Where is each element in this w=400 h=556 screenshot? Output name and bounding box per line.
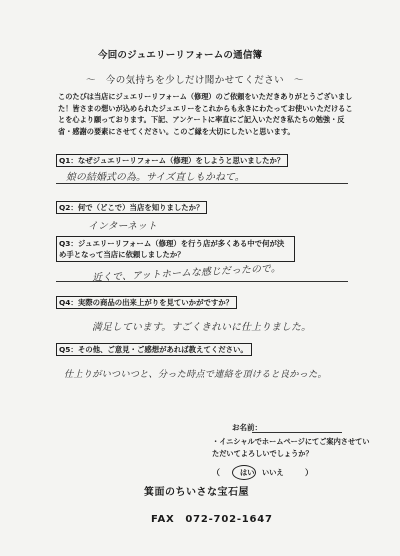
name-line bbox=[252, 432, 342, 433]
question-2-label: Q2：何で（どこで）当店を知りましたか？ bbox=[56, 201, 207, 214]
paren-close: ） bbox=[305, 468, 313, 477]
answer-3-line bbox=[56, 281, 348, 282]
answer-3-handwriting: 近くで、アットホームな感じだったので。 bbox=[91, 263, 282, 284]
question-5-label: Q5：その他、ご意見・ご感想があれば教えてください。 bbox=[56, 343, 252, 356]
initial-permission-question: ・イニシャルでホームページにてご案内させていただいてよろしいでしょうか？ bbox=[212, 437, 370, 458]
page-subtitle: ～ 今の気持ちを少しだけ聞かせてください ～ bbox=[86, 75, 304, 86]
fax-number: FAX 072-702-1647 bbox=[151, 514, 273, 525]
question-4-label: Q4：実際の商品の出来上がりを見ていかがですか？ bbox=[56, 296, 237, 309]
answer-4-handwriting: 満足しています。すごくきれいに仕上りました。 bbox=[92, 322, 312, 333]
paren-open: （ bbox=[212, 468, 220, 477]
answer-yes: はい bbox=[240, 468, 255, 477]
intro-paragraph: このたびは当店にジュエリーリフォーム（修理）のご依頼をいただきありがとうございました！皆さまの想いが込められたジュエリーをこれからも永きにわたってお使いいただけることを心より願っております。下記、アンケートに率直にご記入いただき私たちの勉強・反省・感謝の要素にさせてください。このご縁を大切にしたいと思います。 bbox=[58, 92, 353, 136]
answer-2-handwriting: インターネット bbox=[88, 221, 158, 232]
name-label: お名前： bbox=[232, 423, 262, 432]
shop-name: 箕面のちいさな宝石屋 bbox=[144, 487, 249, 498]
answer-no: いいえ bbox=[262, 468, 284, 477]
answer-1-handwriting: 娘の結婚式の為。サイズ直しもかねて。 bbox=[66, 172, 245, 183]
question-3-label: Q3：ジュエリーリフォーム（修理）を行う店が多くある中で何が決め手となって当店に依頼しましたか？ bbox=[56, 236, 295, 262]
answer-1-line bbox=[56, 183, 348, 184]
question-1-label: Q1：なぜジュエリーリフォーム（修理）をしようと思いましたか？ bbox=[56, 154, 288, 167]
answer-5-handwriting: 仕上りがいついつと、分った時点で連絡を頂けると良かった。 bbox=[64, 369, 327, 380]
page-title: 今回のジュエリーリフォームの通信簿 bbox=[98, 50, 263, 61]
